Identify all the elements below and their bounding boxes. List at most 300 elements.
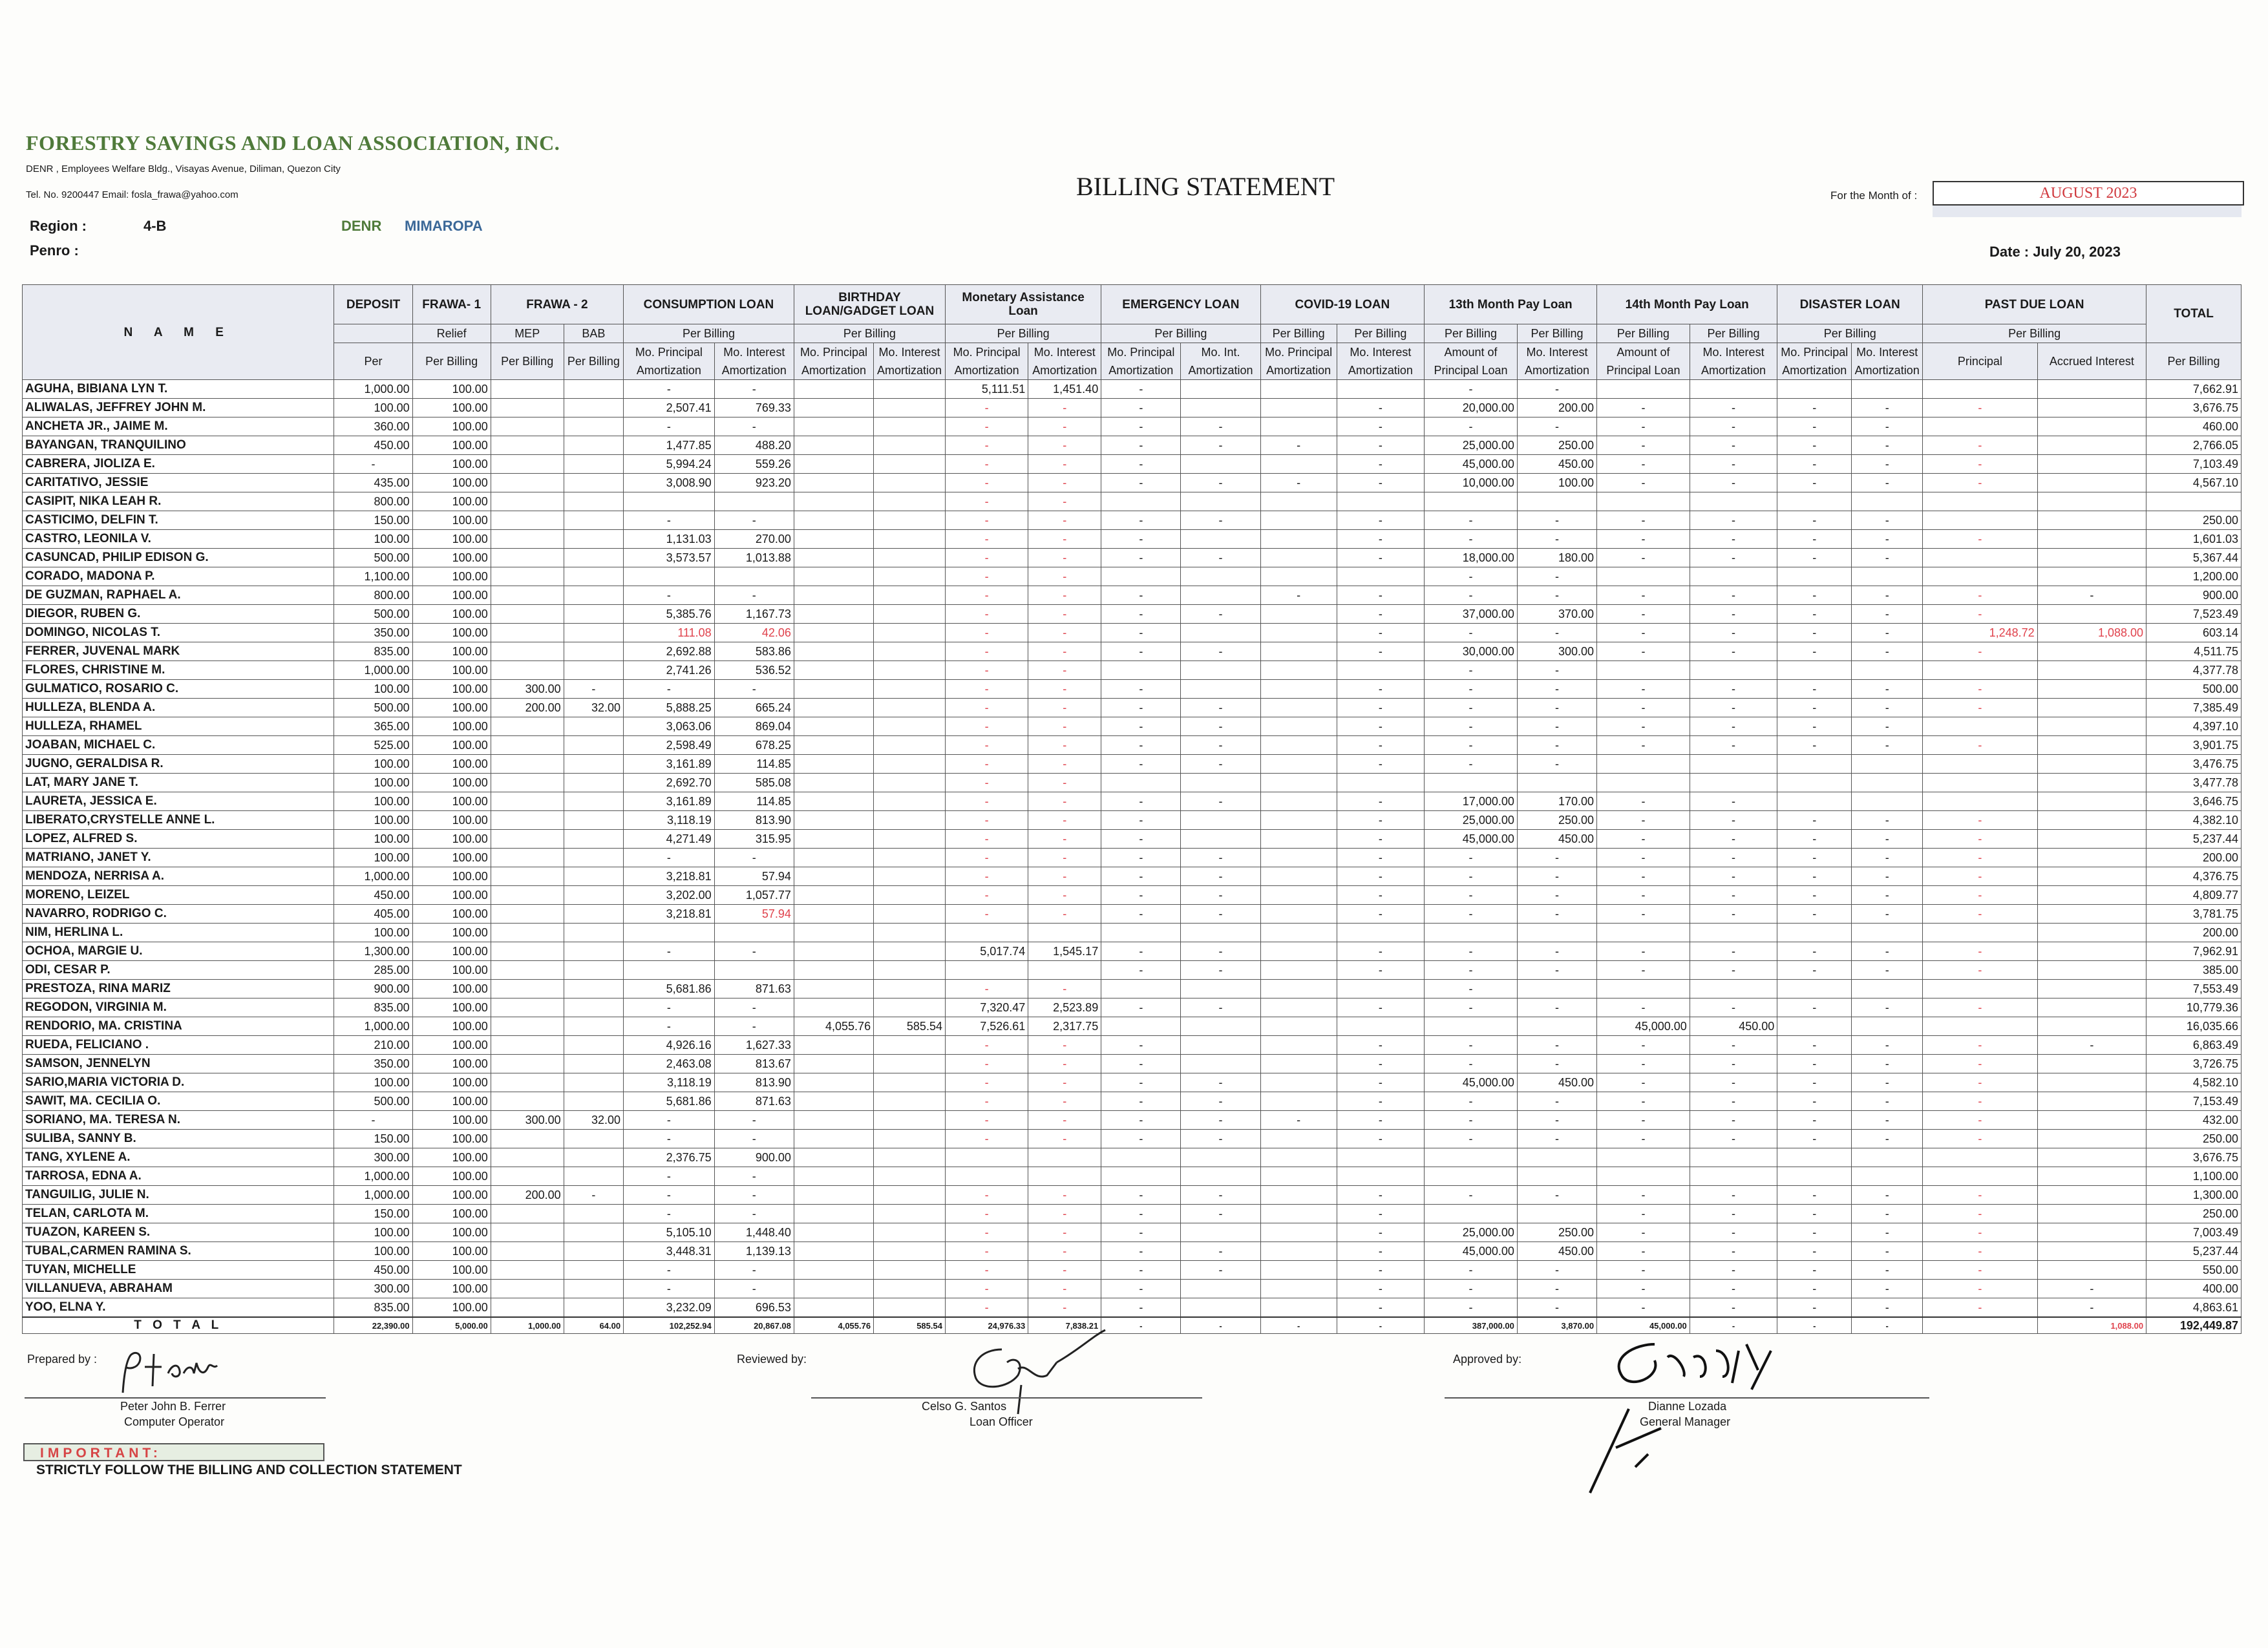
amount-cell	[1181, 1167, 1260, 1186]
amount-cell: -	[1425, 998, 1518, 1017]
amount-cell: 450.00	[1517, 830, 1596, 849]
amount-cell: -	[1101, 1073, 1181, 1092]
amount-cell	[874, 1111, 946, 1130]
amount-cell: -	[1101, 699, 1181, 717]
table-row	[23, 1092, 2242, 1111]
member-name: TANG, XYLENE A.	[23, 1148, 334, 1167]
amount-cell: -	[945, 1055, 1028, 1073]
amount-cell: -	[1852, 399, 1923, 417]
amount-cell	[1181, 530, 1260, 549]
table-row	[23, 1130, 2242, 1148]
amount-cell	[491, 998, 564, 1017]
amount-cell: -	[1597, 1073, 1690, 1092]
amount-cell	[1181, 1280, 1260, 1298]
amount-cell	[794, 1092, 873, 1111]
m14-per-billing-1: Per Billing	[1597, 324, 1690, 343]
amount-cell: -	[1690, 1298, 1777, 1318]
disaster-interest-sub: Mo. Interest Amortization	[1852, 343, 1923, 380]
amount-cell	[1181, 980, 1260, 998]
amount-cell: -	[1777, 1280, 1852, 1298]
table-row	[23, 924, 2242, 942]
amount-cell	[491, 1242, 564, 1261]
amount-cell	[2037, 998, 2146, 1017]
amount-cell	[2146, 492, 2242, 511]
table-row	[23, 830, 2242, 849]
amount-cell: -	[624, 1261, 715, 1280]
amount-cell: -	[624, 511, 715, 530]
amount-cell	[1337, 980, 1425, 998]
amount-cell: -	[1597, 736, 1690, 755]
amount-cell: -	[1777, 1111, 1852, 1130]
table-row	[23, 380, 2242, 399]
amount-cell	[1260, 998, 1337, 1017]
amount-cell: -	[945, 642, 1028, 661]
amount-cell	[1260, 1205, 1337, 1223]
amount-cell: -	[1690, 849, 1777, 867]
amount-cell	[874, 530, 946, 549]
amount-cell: -	[1690, 736, 1777, 755]
amount-cell	[794, 1223, 873, 1242]
amount-cell	[794, 399, 873, 417]
amount-cell: -	[1777, 1055, 1852, 1073]
amount-cell	[1260, 961, 1337, 980]
col-name-header: N A M E	[23, 285, 334, 380]
pastdue-interest-sub: Accrued Interest	[2037, 343, 2146, 380]
amount-cell: -	[1597, 436, 1690, 455]
amount-cell: -	[1597, 717, 1690, 736]
amount-cell: -	[1923, 1186, 2038, 1205]
amount-cell: -	[1597, 605, 1690, 624]
amount-cell	[564, 530, 623, 549]
amount-cell: -	[624, 380, 715, 399]
amount-cell	[1852, 661, 1923, 680]
amount-cell: -	[1181, 417, 1260, 436]
amount-cell	[564, 511, 623, 530]
amount-cell: 100.00	[334, 830, 412, 849]
amount-cell: -	[1777, 1073, 1852, 1092]
amount-cell	[1181, 1223, 1260, 1242]
amount-cell: -	[1690, 1261, 1777, 1280]
amount-cell: -	[1923, 586, 2038, 605]
amount-cell: 3,161.89	[624, 792, 715, 811]
amount-cell: -	[1852, 1055, 1923, 1073]
amount-cell: 37,000.00	[1425, 605, 1518, 624]
amount-cell: -	[1260, 586, 1337, 605]
amount-cell	[564, 998, 623, 1017]
amount-cell: -	[714, 586, 794, 605]
table-row	[23, 624, 2242, 642]
amount-cell: -	[1028, 642, 1101, 661]
amount-cell: -	[945, 1111, 1028, 1130]
amount-cell	[1260, 1242, 1337, 1261]
amount-cell: -	[1597, 886, 1690, 905]
amount-cell: -	[1517, 736, 1596, 755]
amount-cell: -	[1923, 942, 2038, 961]
amount-cell: -	[1337, 642, 1425, 661]
amount-cell: 16,035.66	[2146, 1017, 2242, 1036]
amount-cell: 1,451.40	[1028, 380, 1101, 399]
amount-cell: -	[1028, 867, 1101, 886]
amount-cell: -	[1028, 811, 1101, 830]
amount-cell: -	[1852, 1298, 1923, 1318]
amount-cell: 10,779.36	[2146, 998, 2242, 1017]
amount-cell: 435.00	[334, 474, 412, 492]
amount-cell	[1597, 774, 1690, 792]
amount-cell: -	[1923, 1223, 2038, 1242]
amount-cell: 350.00	[334, 1055, 412, 1073]
amount-cell	[491, 1167, 564, 1186]
amount-cell: -	[1337, 605, 1425, 624]
amount-cell	[1777, 1167, 1852, 1186]
amount-cell: 100.00	[1517, 474, 1596, 492]
amount-cell	[794, 736, 873, 755]
amount-cell	[491, 1148, 564, 1167]
amount-cell: -	[1028, 399, 1101, 417]
amount-cell	[874, 436, 946, 455]
amount-cell: -	[1777, 998, 1852, 1017]
amount-cell	[491, 755, 564, 774]
frawa2-bab: BAB	[564, 324, 623, 343]
amount-cell	[874, 1298, 946, 1318]
amount-cell: -	[945, 867, 1028, 886]
col-14th-month-header: 14th Month Pay Loan	[1597, 285, 1777, 324]
table-row	[23, 1073, 2242, 1092]
amount-cell: 665.24	[714, 699, 794, 717]
amount-cell: 450.00	[334, 886, 412, 905]
amount-cell	[1101, 1167, 1181, 1186]
amount-cell	[564, 1130, 623, 1148]
amount-cell: -	[1597, 1111, 1690, 1130]
amount-cell: -	[1690, 961, 1777, 980]
amount-cell	[1260, 924, 1337, 942]
amount-cell	[1028, 961, 1101, 980]
amount-cell: -	[1337, 1055, 1425, 1073]
amount-cell: 1,000.00	[334, 661, 412, 680]
amount-cell	[1597, 1148, 1690, 1167]
amount-cell: 1,248.72	[1923, 624, 2038, 642]
amount-cell	[794, 830, 873, 849]
amount-cell: 100.00	[412, 1280, 491, 1298]
amount-cell: 300.00	[334, 1148, 412, 1167]
amount-cell: 1,057.77	[714, 886, 794, 905]
deposit-sub-blank	[334, 324, 412, 343]
amount-cell	[2037, 1055, 2146, 1073]
amount-cell: -	[1337, 1036, 1425, 1055]
table-row	[23, 1148, 2242, 1167]
col-covid-header: COVID-19 LOAN	[1260, 285, 1425, 324]
amount-cell: -	[1425, 567, 1518, 586]
amount-cell: -	[714, 1111, 794, 1130]
amount-cell: -	[1181, 998, 1260, 1017]
amount-cell	[1517, 980, 1596, 998]
amount-cell: 100.00	[412, 586, 491, 605]
amount-cell	[1923, 1017, 2038, 1036]
amount-cell: 100.00	[412, 717, 491, 736]
amount-cell	[1260, 1167, 1337, 1186]
amount-cell: -	[714, 511, 794, 530]
preparer-signature	[116, 1347, 246, 1399]
amount-cell: -	[1337, 1073, 1425, 1092]
total-cell: -	[1777, 1317, 1852, 1334]
amount-cell: -	[1517, 567, 1596, 586]
m14-interest-sub: Mo. Interest Amortization	[1690, 343, 1777, 380]
amount-cell: 4,926.16	[624, 1036, 715, 1055]
amount-cell: 114.85	[714, 792, 794, 811]
amount-cell	[874, 624, 946, 642]
total-cell: 22,390.00	[334, 1317, 412, 1334]
col-13th-month-header: 13th Month Pay Loan	[1425, 285, 1597, 324]
table-row	[23, 774, 2242, 792]
amount-cell: -	[1101, 1280, 1181, 1298]
amount-cell	[794, 380, 873, 399]
amount-cell: -	[1260, 474, 1337, 492]
amount-cell: 559.26	[714, 455, 794, 474]
amount-cell	[1777, 492, 1852, 511]
amount-cell: 4,511.75	[2146, 642, 2242, 661]
amount-cell: -	[1181, 511, 1260, 530]
emergency-per-billing: Per Billing	[1101, 324, 1260, 343]
amount-cell: -	[1517, 1036, 1596, 1055]
amount-cell: 100.00	[334, 755, 412, 774]
amount-cell: -	[1690, 417, 1777, 436]
amount-cell	[874, 1073, 946, 1092]
amount-cell: 7,526.61	[945, 1017, 1028, 1036]
amount-cell	[794, 417, 873, 436]
amount-cell: -	[1101, 511, 1181, 530]
amount-cell	[2037, 417, 2146, 436]
cons-principal-sub: Mo. Principal Amortization	[624, 343, 715, 380]
amount-cell: 5,105.10	[624, 1223, 715, 1242]
amount-cell: -	[1597, 1223, 1690, 1242]
billing-table	[22, 284, 2242, 1334]
amount-cell	[1690, 755, 1777, 774]
amount-cell	[1852, 792, 1923, 811]
amount-cell: -	[1517, 755, 1596, 774]
amount-cell	[491, 436, 564, 455]
amount-cell: -	[1690, 1111, 1777, 1130]
amount-cell	[1101, 492, 1181, 511]
amount-cell	[874, 642, 946, 661]
amount-cell	[794, 1130, 873, 1148]
amount-cell: -	[1597, 1186, 1690, 1205]
amount-cell	[1777, 567, 1852, 586]
amount-cell: -	[624, 998, 715, 1017]
amount-cell: -	[1181, 905, 1260, 924]
amount-cell: -	[1852, 699, 1923, 717]
table-row	[23, 980, 2242, 998]
amount-cell: 4,382.10	[2146, 811, 2242, 830]
amount-cell: 32.00	[564, 1111, 623, 1130]
amount-cell	[1425, 1167, 1518, 1186]
amount-cell: -	[1337, 1205, 1425, 1223]
amount-cell	[1181, 830, 1260, 849]
amount-cell	[1690, 380, 1777, 399]
amount-cell	[564, 549, 623, 567]
monetary-per-billing: Per Billing	[945, 324, 1101, 343]
amount-cell: 835.00	[334, 642, 412, 661]
amount-cell: -	[1028, 905, 1101, 924]
amount-cell	[874, 717, 946, 736]
amount-cell	[1923, 492, 2038, 511]
amount-cell: -	[1425, 886, 1518, 905]
amount-cell: -	[1181, 1130, 1260, 1148]
amount-cell: -	[1425, 530, 1518, 549]
m14-principal-sub: Amount of Principal Loan	[1597, 343, 1690, 380]
amount-cell: -	[1337, 680, 1425, 699]
amount-cell: 100.00	[412, 605, 491, 624]
total-cell: 45,000.00	[1597, 1317, 1690, 1334]
amount-cell	[564, 1092, 623, 1111]
member-name: HULLEZA, BLENDA A.	[23, 699, 334, 717]
amount-cell: -	[1690, 1036, 1777, 1055]
amount-cell: 200.00	[491, 699, 564, 717]
amount-cell: -	[1597, 399, 1690, 417]
amount-cell: -	[1181, 736, 1260, 755]
amount-cell: 2,507.41	[624, 399, 715, 417]
amount-cell: -	[2037, 586, 2146, 605]
amount-cell	[564, 1073, 623, 1092]
amount-cell: -	[1181, 942, 1260, 961]
amount-cell: 170.00	[1517, 792, 1596, 811]
amount-cell: 100.00	[412, 736, 491, 755]
amount-cell: -	[945, 1205, 1028, 1223]
amount-cell	[1260, 792, 1337, 811]
amount-cell: 100.00	[412, 1242, 491, 1261]
amount-cell	[874, 680, 946, 699]
mon-principal-sub: Mo. Principal Amortization	[945, 343, 1028, 380]
amount-cell: 18,000.00	[1425, 549, 1518, 567]
amount-cell	[2037, 549, 2146, 567]
amount-cell: -	[1690, 474, 1777, 492]
amount-cell: 57.94	[714, 867, 794, 886]
amount-cell	[491, 1205, 564, 1223]
amount-cell	[2037, 1092, 2146, 1111]
amount-cell: -	[1777, 586, 1852, 605]
amount-cell: -	[1337, 849, 1425, 867]
amount-cell: -	[945, 549, 1028, 567]
amount-cell	[1852, 1167, 1923, 1186]
amount-cell	[2037, 1073, 2146, 1092]
amount-cell	[2037, 849, 2146, 867]
covid-per-billing-2: Per Billing	[1337, 324, 1425, 343]
amount-cell: -	[1337, 905, 1425, 924]
amount-cell: 4,809.77	[2146, 886, 2242, 905]
amount-cell	[1260, 736, 1337, 755]
amount-cell: -	[1517, 699, 1596, 717]
amount-cell	[1260, 680, 1337, 699]
amount-cell: -	[1777, 1092, 1852, 1111]
period-value: AUGUST 2023	[1933, 181, 2244, 206]
amount-cell	[874, 492, 946, 511]
amount-cell	[794, 699, 873, 717]
amount-cell: -	[1101, 680, 1181, 699]
amount-cell: -	[1852, 436, 1923, 455]
amount-cell	[2037, 399, 2146, 417]
amount-cell: -	[624, 942, 715, 961]
amount-cell	[1260, 1298, 1337, 1318]
amount-cell: 300.00	[491, 1111, 564, 1130]
amount-cell: 100.00	[412, 905, 491, 924]
amount-cell	[794, 1280, 873, 1298]
amount-cell: -	[945, 417, 1028, 436]
amount-cell: 100.00	[412, 1223, 491, 1242]
amount-cell: -	[624, 586, 715, 605]
amount-cell: -	[1690, 830, 1777, 849]
amount-cell	[564, 811, 623, 830]
amount-cell: 210.00	[334, 1036, 412, 1055]
amount-cell	[1852, 980, 1923, 998]
amount-cell: -	[1425, 1186, 1518, 1205]
table-row	[23, 1205, 2242, 1223]
amount-cell	[714, 492, 794, 511]
table-row	[23, 755, 2242, 774]
amount-cell	[564, 1036, 623, 1055]
amount-cell: 3,118.19	[624, 811, 715, 830]
table-row	[23, 436, 2242, 455]
amount-cell	[491, 1073, 564, 1092]
mon-interest-sub: Mo. Interest Amortization	[1028, 343, 1101, 380]
amount-cell: 250.00	[2146, 511, 2242, 530]
amount-cell: -	[1690, 624, 1777, 642]
amount-cell: -	[1337, 1261, 1425, 1280]
amount-cell: 500.00	[334, 699, 412, 717]
amount-cell	[874, 549, 946, 567]
amount-cell: -	[1690, 811, 1777, 830]
amount-cell	[2037, 699, 2146, 717]
amount-cell	[1260, 605, 1337, 624]
amount-cell: -	[1597, 998, 1690, 1017]
amount-cell: -	[1101, 886, 1181, 905]
amount-cell: -	[1777, 830, 1852, 849]
amount-cell	[1181, 492, 1260, 511]
amount-cell: -	[1690, 530, 1777, 549]
member-name: HULLEZA, RHAMEL	[23, 717, 334, 736]
amount-cell	[1181, 774, 1260, 792]
amount-cell: -	[1690, 699, 1777, 717]
bday-interest-sub: Mo. Interest Amortization	[874, 343, 946, 380]
amount-cell: -	[1337, 942, 1425, 961]
amount-cell: -	[1597, 1130, 1690, 1148]
amount-cell	[874, 924, 946, 942]
amount-cell	[874, 399, 946, 417]
amount-cell: -	[1777, 1242, 1852, 1261]
amount-cell	[2037, 474, 2146, 492]
amount-cell: 500.00	[334, 1092, 412, 1111]
amount-cell: -	[1597, 867, 1690, 886]
amount-cell: 3,476.75	[2146, 755, 2242, 774]
amount-cell	[1181, 661, 1260, 680]
amount-cell: 385.00	[2146, 961, 2242, 980]
amount-cell	[1260, 1073, 1337, 1092]
amount-cell: -	[1852, 1261, 1923, 1280]
amount-cell: -	[1028, 1036, 1101, 1055]
total-cell: -	[1101, 1317, 1181, 1334]
amount-cell	[794, 661, 873, 680]
amount-cell: -	[1852, 586, 1923, 605]
amount-cell: -	[1852, 549, 1923, 567]
amount-cell: -	[714, 849, 794, 867]
amount-cell: -	[1101, 811, 1181, 830]
member-name: CASIPIT, NIKA LEAH R.	[23, 492, 334, 511]
amount-cell: 100.00	[412, 624, 491, 642]
amount-cell	[1260, 1186, 1337, 1205]
amount-cell	[1101, 661, 1181, 680]
amount-cell: 45,000.00	[1425, 830, 1518, 849]
amount-cell: -	[1101, 755, 1181, 774]
amount-cell: -	[1425, 1092, 1518, 1111]
amount-cell: -	[1597, 680, 1690, 699]
amount-cell: -	[1852, 1073, 1923, 1092]
